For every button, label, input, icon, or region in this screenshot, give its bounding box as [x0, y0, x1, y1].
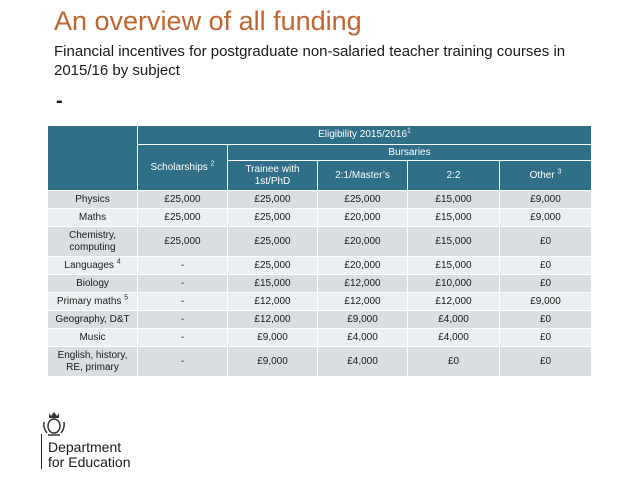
subject-cell: Music: [48, 329, 138, 347]
dash-marker: -: [56, 90, 63, 112]
subject-cell: Maths: [48, 209, 138, 227]
amount-cell: £4,000: [318, 329, 408, 347]
table-row: [48, 293, 592, 311]
amount-cell: £25,000: [228, 257, 318, 275]
amount-cell: £15,000: [228, 275, 318, 293]
amount-cell: -: [138, 293, 228, 311]
table-row: [48, 227, 592, 257]
amount-cell: £20,000: [318, 257, 408, 275]
amount-cell: £20,000: [318, 209, 408, 227]
amount-cell: £9,000: [500, 209, 592, 227]
subject-cell: Physics: [48, 191, 138, 209]
table-row: [48, 209, 592, 227]
amount-cell: £15,000: [408, 257, 500, 275]
amount-cell: £20,000: [318, 227, 408, 257]
amount-cell: £0: [408, 347, 500, 377]
amount-cell: £15,000: [408, 227, 500, 257]
amount-cell: £9,000: [318, 311, 408, 329]
royal-crest-icon: [40, 410, 68, 438]
amount-cell: -: [138, 275, 228, 293]
amount-cell: £4,000: [408, 329, 500, 347]
bursary-column-header: Trainee with 1st/PhD: [228, 161, 318, 191]
amount-cell: £9,000: [500, 293, 592, 311]
amount-cell: £0: [500, 329, 592, 347]
amount-cell: £9,000: [228, 347, 318, 377]
page-title: An overview of all funding: [54, 6, 362, 36]
amount-cell: £4,000: [408, 311, 500, 329]
scholarships-header: Scholarships $^2$: [138, 145, 228, 191]
amount-cell: £25,000: [138, 191, 228, 209]
amount-cell: £25,000: [228, 191, 318, 209]
subject-cell: Chemistry, computing: [48, 227, 138, 257]
bursary-column-header: 2:2: [408, 161, 500, 191]
table-row: [48, 275, 592, 293]
table-row: [48, 347, 592, 377]
amount-cell: £12,000: [318, 275, 408, 293]
eligibility-header: Eligibility 2015/2016$^1$: [138, 126, 592, 145]
bursary-column-header: 2:1/Master’s: [318, 161, 408, 191]
amount-cell: £25,000: [138, 209, 228, 227]
amount-cell: £15,000: [408, 209, 500, 227]
amount-cell: -: [138, 347, 228, 377]
amount-cell: -: [138, 257, 228, 275]
subject-cell: English, history, RE, primary: [48, 347, 138, 377]
amount-cell: £12,000: [228, 293, 318, 311]
amount-cell: £25,000: [138, 227, 228, 257]
dfe-logo: [40, 410, 150, 472]
amount-cell: £25,000: [318, 191, 408, 209]
amount-cell: £0: [500, 347, 592, 377]
amount-cell: £0: [500, 227, 592, 257]
amount-cell: -: [138, 329, 228, 347]
page-subtitle: Financial incentives for postgraduate non-salaried teacher training courses in 2015/16 by subject: [54, 43, 566, 79]
funding-table: [47, 125, 592, 377]
amount-cell: £12,000: [318, 293, 408, 311]
bursary-column-header: Other $^3$: [500, 161, 592, 191]
amount-cell: £15,000: [408, 191, 500, 209]
amount-cell: £0: [500, 257, 592, 275]
amount-cell: £25,000: [228, 209, 318, 227]
subject-cell: Biology: [48, 275, 138, 293]
amount-cell: £0: [500, 311, 592, 329]
bursaries-header: Bursaries: [228, 145, 592, 161]
subject-cell: Languages $^4$: [48, 257, 138, 275]
amount-cell: £25,000: [228, 227, 318, 257]
amount-cell: £0: [500, 275, 592, 293]
subject-cell: Geography, D&T: [48, 311, 138, 329]
amount-cell: -: [138, 311, 228, 329]
dept-name: Department for Education: [48, 439, 131, 470]
table-row: [48, 329, 592, 347]
amount-cell: £9,000: [500, 191, 592, 209]
subject-header-cell: [48, 126, 138, 191]
table-row: [48, 257, 592, 275]
table-row: [48, 311, 592, 329]
subject-cell: Primary maths $^5$: [48, 293, 138, 311]
amount-cell: £4,000: [318, 347, 408, 377]
amount-cell: £9,000: [228, 329, 318, 347]
amount-cell: £12,000: [408, 293, 500, 311]
amount-cell: £12,000: [228, 311, 318, 329]
logo-rule: [41, 434, 42, 469]
table-row: [48, 191, 592, 209]
amount-cell: £10,000: [408, 275, 500, 293]
